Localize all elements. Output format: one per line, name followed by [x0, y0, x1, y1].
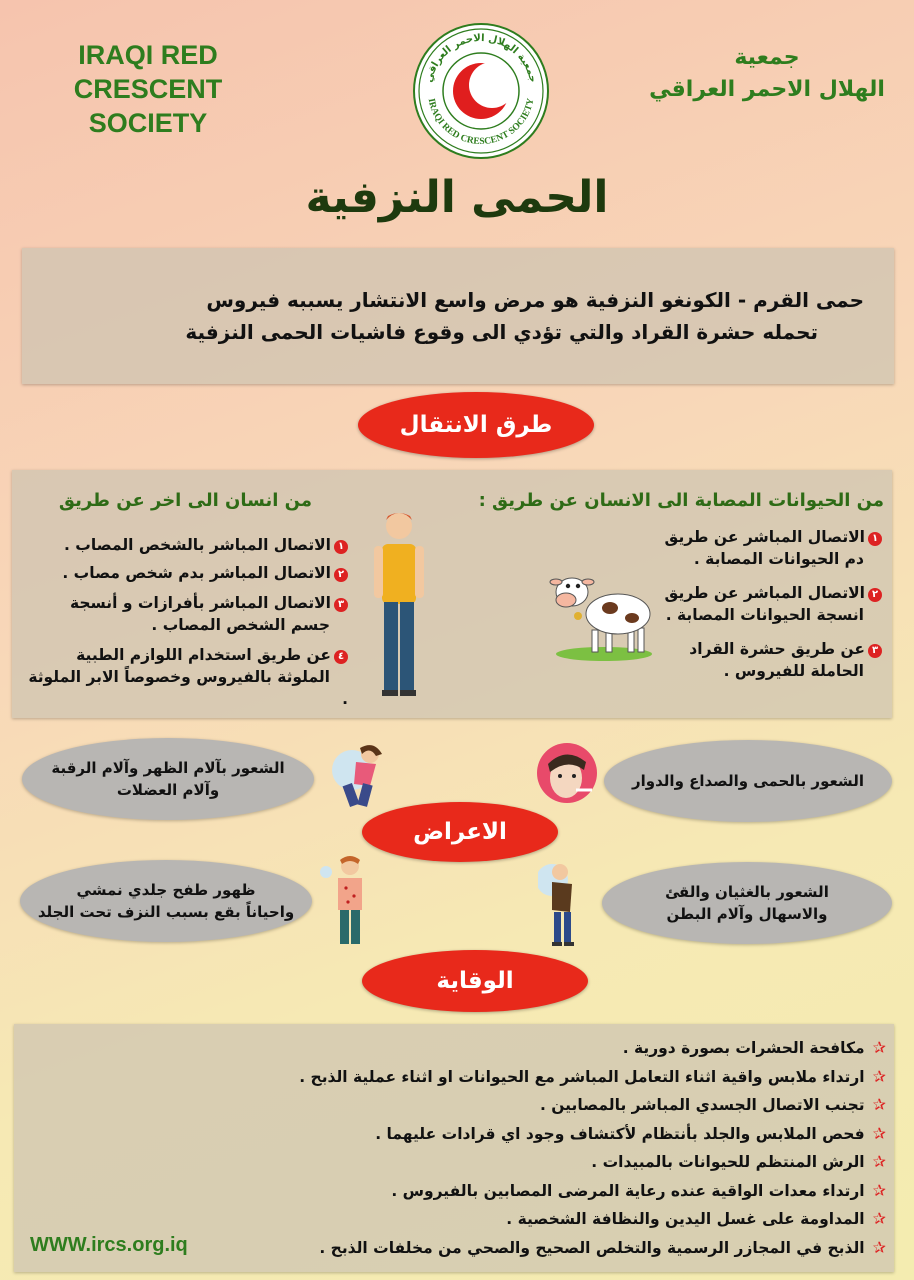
intro-line1: حمى القرم - الكونغو النزفية هو مرض واسع الانتشار يسببه فيروس — [206, 288, 864, 312]
intro-panel — [22, 248, 894, 384]
org-en-line2: CRESCENT SOCIETY — [73, 74, 223, 138]
human-transmission-title: من انسان الى اخر عن طريق — [58, 490, 312, 511]
list-item: ٣عن طريق حشرة القراد الحاملة للفيروس . — [652, 638, 882, 682]
transmission-panel — [12, 470, 892, 718]
list-item: ٢الاتصال المباشر بدم شخص مصاب . — [18, 562, 348, 584]
intro-text — [44, 284, 864, 348]
org-en-line1: IRAQI RED — [78, 40, 218, 70]
animal-transmission-title: من الحيوانات المصابة الى الانسان عن طريق : — [478, 490, 884, 511]
number-badge: ٢ — [334, 568, 348, 582]
human-transmission-list — [18, 534, 348, 722]
red-crescent-logo — [412, 22, 550, 160]
list-item: ✰ارتداء معدات الواقية عنده رعاية المرضى المصابين بالفيروس . — [391, 1180, 886, 1200]
org-ar-line2: الهلال الاحمر العراقي — [649, 77, 885, 102]
star-icon: ✰ — [872, 1038, 886, 1057]
org-name-english — [18, 38, 278, 140]
logo-ring-text-en: IRAQI RED CRESCENT SOCIETY — [425, 97, 537, 148]
list-item: ١الاتصال المباشر بالشخص المصاب . — [18, 534, 348, 556]
transmission-heading: طرق الانتقال — [358, 392, 594, 458]
list-item: ✰فحص الملابس والجلد بأنتظام لأكتشاف وجود اي قرادات عليهما . — [375, 1123, 886, 1143]
star-icon: ✰ — [872, 1152, 886, 1171]
symptoms-heading: الاعراض — [362, 802, 558, 862]
org-name-arabic — [642, 42, 892, 106]
star-icon: ✰ — [872, 1066, 886, 1086]
number-badge: ١ — [334, 540, 348, 554]
org-ar-line1: جمعية — [734, 45, 800, 70]
list-item: ✰الرش المنتظم للحيوانات بالمبيدات . — [591, 1152, 886, 1171]
list-item: ٢الاتصال المباشر عن طريق انسجة الحيوانات المصابة . — [652, 582, 882, 626]
prevention-heading: الوقاية — [362, 950, 588, 1012]
number-badge: ٣ — [868, 644, 882, 658]
number-badge: ٢ — [868, 588, 882, 602]
website-link[interactable]: WWW.ircs.org.iq — [30, 1234, 188, 1256]
rash-person-icon — [318, 852, 378, 952]
list-item: ✰الذبح في المجازر الرسمية والتخلص الصحيح والصحي من مخلفات الذبح . — [319, 1237, 886, 1257]
star-icon: ✰ — [872, 1095, 886, 1114]
symptom-oval-nausea: الشعور بالغثيان والقئ والاسهال وآلام البطن — [602, 862, 892, 944]
list-item: ٣الاتصال المباشر بأفرازات و أنسجة جسم الشخص المصاب . — [18, 592, 348, 636]
list-item: ١الاتصال المباشر عن طريق دم الحيوانات المصابة . — [652, 526, 882, 570]
cow-illustration — [548, 562, 656, 662]
star-icon: ✰ — [872, 1180, 886, 1200]
logo-ring-text-ar: جمعية الهلال الاحمر العراقي — [423, 32, 539, 84]
intro-line2: تحمله حشرة القراد والتي تؤدي الى وقوع فاشيات الحمى النزفية — [185, 320, 818, 344]
symptom-oval-back-pain: الشعور بآلام الظهر وآلام الرقبة وآلام العضلات — [22, 738, 314, 820]
number-badge: ٣ — [334, 598, 348, 612]
page-title: الحمى النزفية — [305, 172, 609, 223]
symptom-oval-fever: الشعور بالحمى والصداع والدوار — [604, 740, 892, 822]
star-icon: ✰ — [872, 1123, 886, 1143]
star-icon: ✰ — [872, 1209, 886, 1228]
list-item: ✰المداومة على غسل اليدين والنظافة الشخصية . — [506, 1209, 886, 1228]
number-badge: ٤ — [334, 650, 348, 664]
list-item: ✰تجنب الاتصال الجسدي المباشر بالمصابين . — [539, 1095, 886, 1114]
headache-face-icon — [536, 742, 598, 804]
prevention-list — [26, 1034, 886, 1262]
man-illustration — [364, 506, 434, 702]
list-item: ✰ارتداء ملابس واقية اثناء التعامل المباشر مع الحيوانات او اثناء عملية الذبح . — [299, 1066, 886, 1086]
list-item: ٤عن طريق استخدام اللوازم الطبية الملوثة بالفيروس وخصوصاً الابر الملوثة . — [28, 646, 348, 708]
number-badge: ١ — [868, 532, 882, 546]
list-item: ✰مكافحة الحشرات بصورة دورية . — [622, 1038, 886, 1057]
symptom-oval-rash: ظهور طفح جلدي نمشي واحياناً بقع بسبب النزف تحت الجلد — [20, 860, 312, 942]
animal-transmission-list — [652, 526, 882, 694]
back-pain-person-icon — [330, 740, 396, 814]
star-icon: ✰ — [872, 1237, 886, 1257]
stomach-pain-person-icon — [538, 862, 588, 948]
